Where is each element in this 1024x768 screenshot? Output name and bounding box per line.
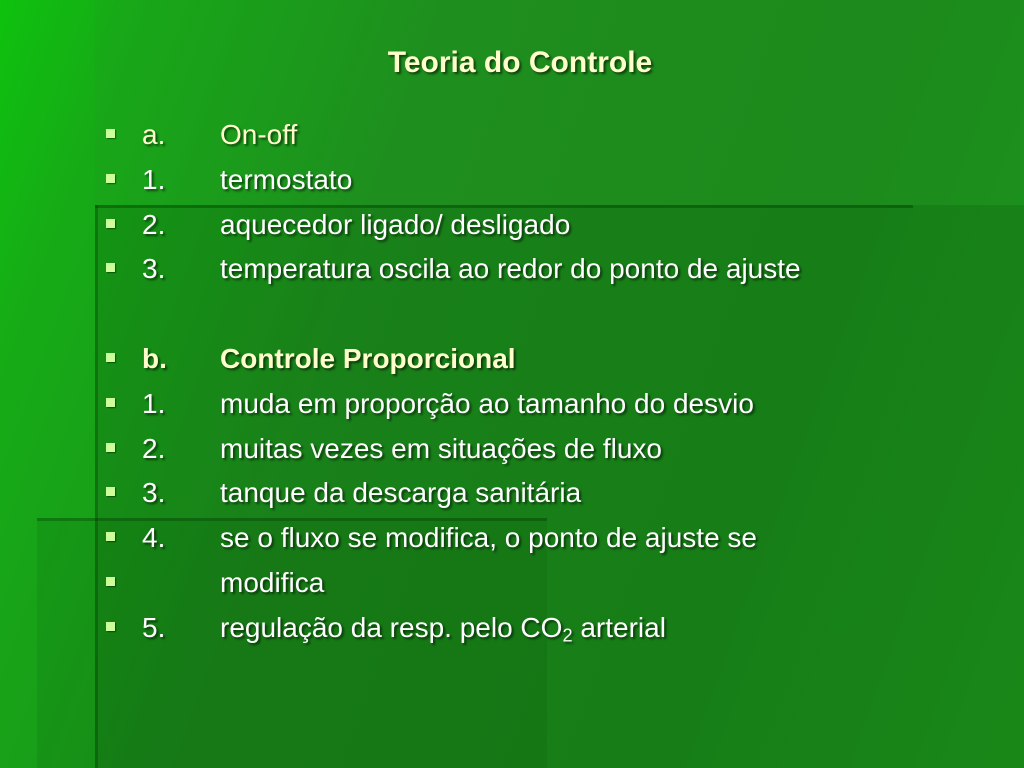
item-number: 1. xyxy=(142,387,166,419)
item-number: 2. xyxy=(142,208,166,240)
item-text: modifica xyxy=(220,566,325,598)
item-text: termostato xyxy=(220,163,353,195)
square-bullet-icon xyxy=(102,427,132,472)
list-item xyxy=(102,427,1002,472)
slide-title: Teoria do Controle xyxy=(387,46,653,79)
section-heading: On-off xyxy=(220,119,298,150)
subscript: 2 xyxy=(562,625,573,646)
list-item xyxy=(102,516,1002,561)
item-text xyxy=(220,606,666,651)
item-text: temperatura oscila ao redor do ponto de ajuste xyxy=(220,253,801,285)
spacer xyxy=(102,292,1002,337)
section-a-heading xyxy=(102,113,1002,158)
section-b-heading xyxy=(102,337,1002,382)
square-bullet-icon xyxy=(102,337,132,382)
list-item xyxy=(102,203,1002,248)
square-bullet-icon xyxy=(102,471,132,516)
item-number: 5. xyxy=(142,611,166,643)
section-heading: Controle Proporcional xyxy=(220,342,516,374)
square-bullet-icon xyxy=(102,606,132,651)
item-text: muitas vezes em situações de fluxo xyxy=(220,432,662,464)
square-bullet-icon xyxy=(102,247,132,292)
square-bullet-icon xyxy=(102,203,132,248)
square-bullet-icon xyxy=(102,516,132,561)
item-number: 4. xyxy=(142,522,166,554)
item-text: aquecedor ligado/ desligado xyxy=(220,208,571,240)
section-marker: b. xyxy=(142,342,167,374)
list-item xyxy=(102,158,1002,203)
list-item xyxy=(102,471,1002,516)
item-text: tanque da descarga sanitária xyxy=(220,477,582,509)
decorative-line-left xyxy=(95,205,98,768)
square-bullet-icon xyxy=(102,113,132,158)
list-item xyxy=(102,606,1002,651)
square-bullet-icon xyxy=(102,561,132,606)
item-text: se o fluxo se modifica, o ponto de ajuste se xyxy=(220,522,757,554)
section-marker: a. xyxy=(142,119,166,150)
item-text: muda em proporção ao tamanho do desvio xyxy=(220,387,754,419)
square-bullet-icon xyxy=(102,158,132,203)
item-number: 3. xyxy=(142,477,166,509)
item-text-after: arterial xyxy=(572,611,666,643)
list-item xyxy=(102,561,1002,606)
item-text-main: regulação da resp. pelo CO xyxy=(220,611,563,643)
list-item xyxy=(102,247,1002,292)
bullet-list xyxy=(102,113,1002,651)
item-number: 3. xyxy=(142,253,166,285)
list-item xyxy=(102,382,1002,427)
item-number: 2. xyxy=(142,432,166,464)
item-number: 1. xyxy=(142,163,166,195)
square-bullet-icon xyxy=(102,382,132,427)
